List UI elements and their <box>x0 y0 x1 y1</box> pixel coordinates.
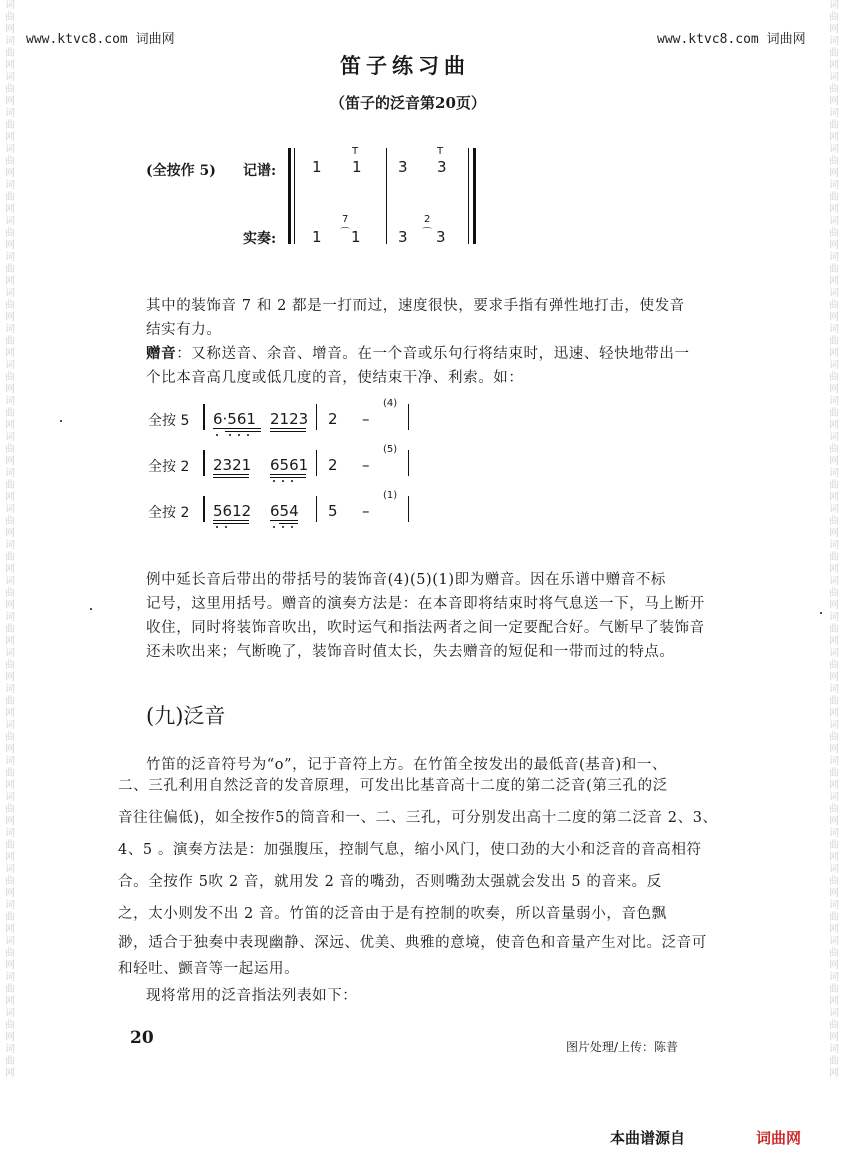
octave-dot <box>282 480 284 482</box>
term-zengyin: 赠音 <box>146 345 177 362</box>
octave-dot <box>291 526 293 528</box>
beam <box>213 428 261 429</box>
text-line: 记号，这里用括号。赠音的演奏方法是：在本音即将结束时将气息送一下，马上断开 <box>146 596 705 612</box>
beam <box>270 474 306 475</box>
scan-speck <box>820 612 822 614</box>
bar-line <box>203 450 205 476</box>
bar-line <box>203 496 205 522</box>
note: 3 <box>398 228 408 246</box>
end-bar <box>408 496 409 522</box>
bar-line <box>203 404 205 430</box>
paragraph-grace-notes <box>146 294 766 342</box>
text-line: 个比本音高几度或低几度的音，使结束干净、利索。如： <box>146 370 524 386</box>
bar-line <box>386 148 387 244</box>
beam <box>213 474 249 475</box>
beam <box>270 431 306 432</box>
octave-dot <box>216 434 218 436</box>
fingering-mark: T <box>437 146 444 157</box>
paragraph-zengyin <box>146 342 766 390</box>
text-line: 其中的装饰音 7 和 2 都是一打而过，速度很快，要求手指有弹性地打击，使发音 <box>146 298 685 314</box>
text-line: 和轻吐、颤音等一起运用。 <box>118 961 300 977</box>
end-bar <box>408 404 409 430</box>
upload-credit: 图片处理/上传：陈普 <box>566 1040 679 1054</box>
key-signature: (全按作 5) <box>146 163 216 179</box>
beam <box>270 520 298 521</box>
scan-speck <box>90 608 92 610</box>
note-group: 5612 <box>213 502 252 520</box>
text-line: 4、5 。演奏方法是：加强腹压，控制气息，缩小风门，使口劲的大小和泛音的音高相符 <box>118 842 702 858</box>
octave-dot <box>238 434 240 436</box>
start-bracket-thick <box>288 148 291 244</box>
dash: – <box>362 502 370 520</box>
page-subtitle: （笛子的泛音第20页） <box>330 94 486 112</box>
note: 2 <box>328 410 338 428</box>
end-bar-thin <box>468 148 469 244</box>
beam <box>270 477 306 478</box>
octave-dot <box>216 526 218 528</box>
octave-dot <box>282 526 284 528</box>
row-label-played: 实奏: <box>243 231 277 247</box>
octave-dot <box>225 526 227 528</box>
text-line: 例中延长音后带出的带括号的装饰音(4)(5)(1)即为赠音。因在乐谱中赠音不标 <box>146 572 667 588</box>
fingering-mark: T <box>352 146 359 157</box>
side-watermark-right: 词曲网词曲网词曲网词曲网词曲网词曲网词曲网词曲网词曲网词曲网词曲网词曲网词曲网词曲网词曲网词曲网词曲网词曲网词曲网词曲网词曲网词曲网词曲网词曲网词曲网词曲网词曲网词曲网词曲网词曲网 <box>829 0 839 1079</box>
note-group: 6561 <box>270 456 309 474</box>
octave-dot <box>291 480 293 482</box>
beam <box>213 520 249 521</box>
section-heading: (九)泛音 <box>146 704 226 728</box>
ornament-mark: (4) <box>383 398 398 409</box>
row-key: 全按 5 <box>148 413 190 429</box>
row-key: 全按 2 <box>148 505 190 521</box>
octave-dot <box>229 434 231 436</box>
row-label-written: 记谱: <box>243 163 277 179</box>
note: 3 <box>436 228 446 246</box>
start-bracket-thin <box>294 148 295 244</box>
beam <box>213 477 249 478</box>
note-group: 654 <box>270 502 299 520</box>
text-line: 二、三孔利用自然泛音的发音原理，可发出比基音高十二度的第二泛音(第三孔的泛 <box>118 778 668 794</box>
bar-line <box>316 496 317 522</box>
watermark-site-left[interactable]: www.ktvc8.com 词曲网 <box>26 32 175 47</box>
beam <box>213 523 249 524</box>
text-line: 渺，适合于独奏中表现幽静、深远、优美、典雅的意境，使音色和音量产生对比。泛音可 <box>118 935 707 951</box>
paragraph-harmonics-body <box>118 770 768 982</box>
note-group: 6·561 <box>213 410 256 428</box>
note: 5 <box>328 502 338 520</box>
end-bar <box>408 450 409 476</box>
octave-dot <box>273 526 275 528</box>
grace-slur: ⌒ <box>422 228 432 239</box>
beam <box>270 428 306 429</box>
beam <box>279 523 298 524</box>
end-bar-thick <box>473 148 476 244</box>
text-line: 音往往偏低)，如全按作5的筒音和一、二、三孔，可分别发出高十二度的第二泛音 2、3、 <box>118 810 718 826</box>
dash: – <box>362 456 370 474</box>
text-line: 收住，同时将装饰音吹出，吹时运气和指法两者之间一定要配合好。气断早了装饰音 <box>146 620 705 636</box>
note: 2 <box>328 456 338 474</box>
watermark-site-right[interactable]: www.ktvc8.com 词曲网 <box>657 32 806 47</box>
beam <box>225 431 261 432</box>
note-group: 2321 <box>213 456 252 474</box>
text-line: 结实有力。 <box>146 322 222 338</box>
text-line: ：又称送音、余音、增音。在一个音或乐句行将结束时，迅速、轻快地带出一 <box>176 346 690 362</box>
note: 1 <box>352 158 362 176</box>
ornament-mark: (1) <box>383 490 398 501</box>
grace-note: 7 <box>342 214 349 225</box>
text-line: 之，太小则发不出 2 音。竹笛的泛音由于是有控制的吹奏，所以音量弱小，音色飘 <box>118 906 667 922</box>
note: 3 <box>398 158 408 176</box>
ornament-mark: (5) <box>383 444 398 455</box>
bar-line <box>316 404 317 430</box>
dash: – <box>362 410 370 428</box>
source-brand-link[interactable]: 词曲网 <box>756 1129 802 1147</box>
text-line: 还未吹出来；气断晚了，装饰音时值太长，失去赠音的短促和一带而过的特点。 <box>146 644 675 660</box>
page-number: 20 <box>130 1028 154 1048</box>
octave-dot <box>273 480 275 482</box>
note: 1 <box>312 158 322 176</box>
paragraph-table-intro <box>146 984 766 1008</box>
side-watermark-left: 词曲网词曲网词曲网词曲网词曲网词曲网词曲网词曲网词曲网词曲网词曲网词曲网词曲网词曲网词曲网词曲网词曲网词曲网词曲网词曲网词曲网词曲网词曲网词曲网词曲网词曲网词曲网词曲网词曲网词曲网 <box>5 0 15 1079</box>
text-line: 竹笛的泛音符号为“o”，记于音符上方。在竹笛全按发出的最低音(基音)和一、 <box>146 757 668 773</box>
grace-note: 2 <box>424 214 431 225</box>
row-key: 全按 2 <box>148 459 190 475</box>
grace-slur: ⌒ <box>340 228 350 239</box>
note: 3 <box>437 158 447 176</box>
paragraph-zengyin-method <box>146 568 766 664</box>
source-label: 本曲谱源自 <box>610 1129 686 1147</box>
note: 1 <box>351 228 361 246</box>
note-group: 2123 <box>270 410 309 428</box>
text-line: 现将常用的泛音指法列表如下： <box>146 988 358 1004</box>
octave-dot <box>247 434 249 436</box>
scan-speck <box>60 420 62 422</box>
page-title: 笛子练习曲 <box>340 53 470 78</box>
text-line: 合。全按作 5吹 2 音，就用发 2 音的嘴劲，否则嘴劲太强就会发出 5 的音来。反 <box>118 874 662 890</box>
note: 1 <box>312 228 322 246</box>
bar-line <box>316 450 317 476</box>
